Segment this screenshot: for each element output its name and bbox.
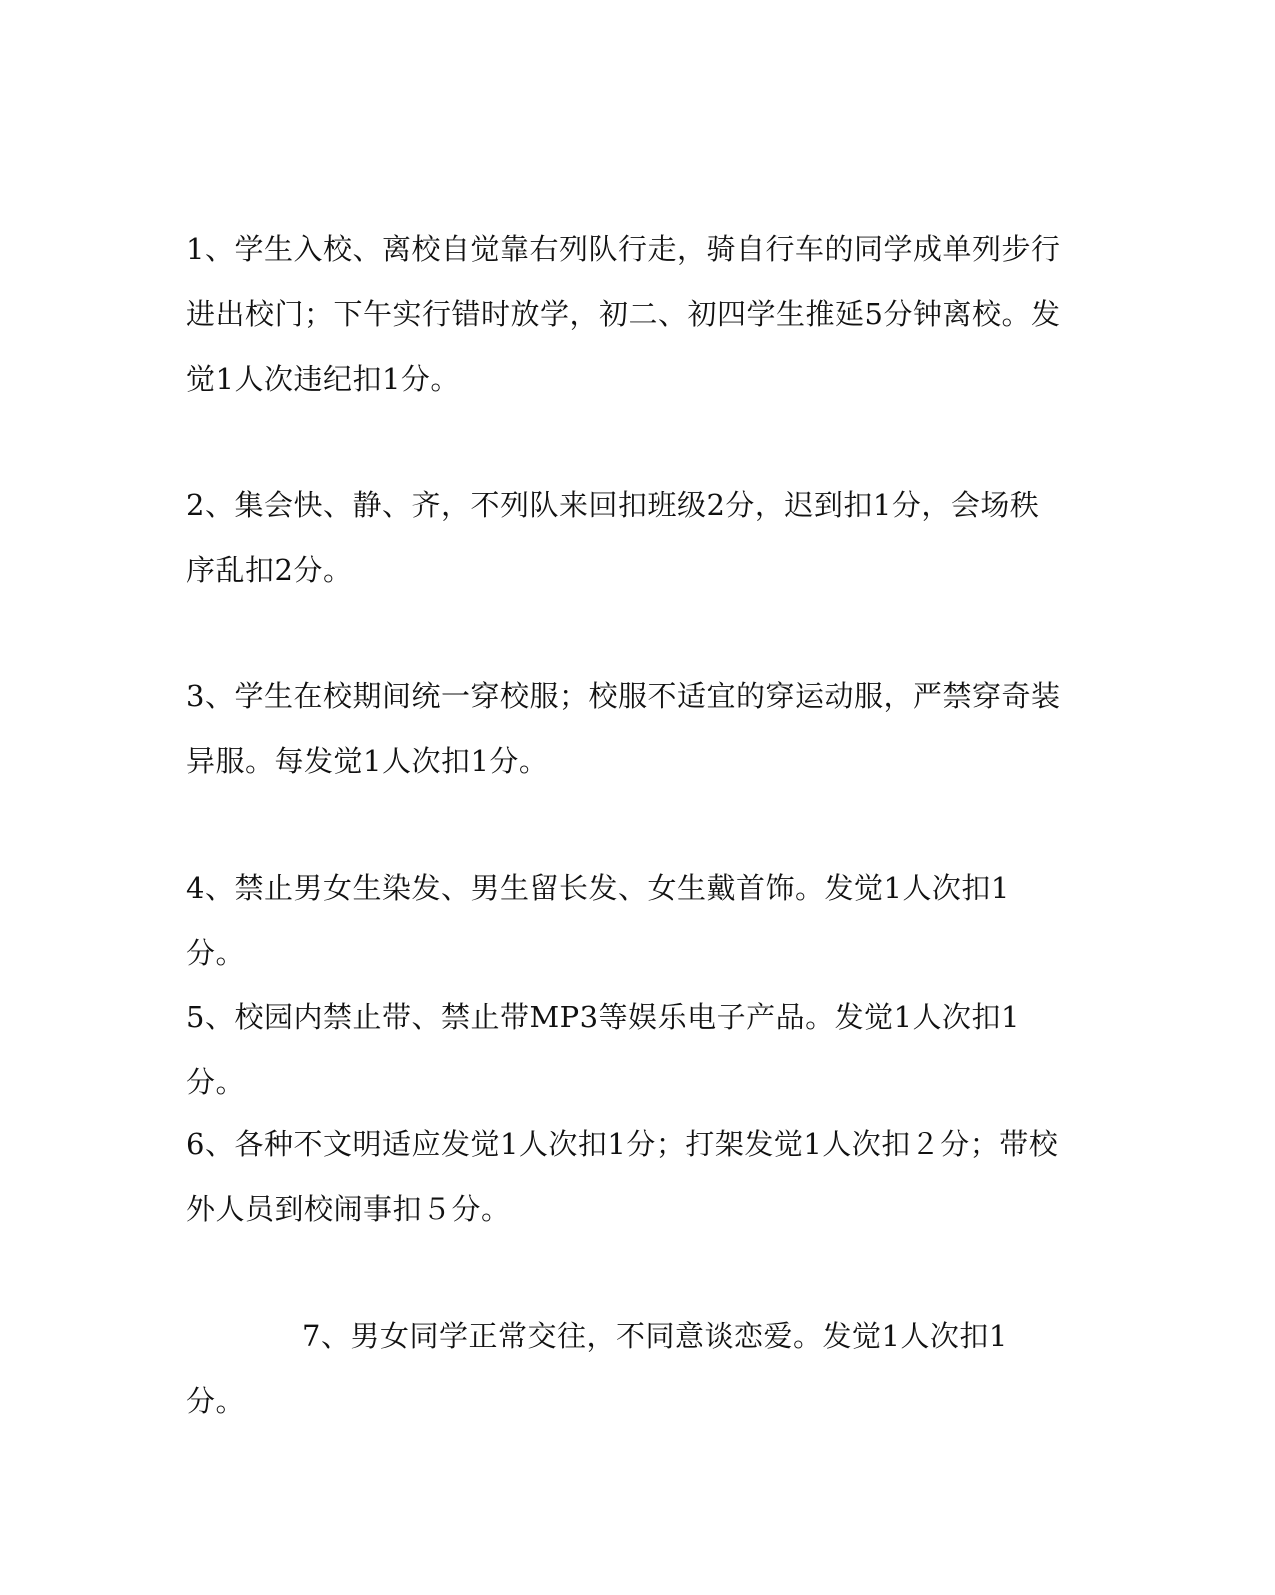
rule-5: 5、校园内禁止带、禁止带MP3等娱乐电子产品。发觉1人次扣1分。 [186, 1000, 1021, 1099]
rule-3: 3、学生在校期间统一穿校服；校服不适宜的穿运动服，严禁穿奇装异服。每发觉1人次扣1分。 [186, 679, 1061, 778]
rule-7: 7、男女同学正常交往，不同意谈恋爱。发觉1人次扣1分。 [186, 1319, 1008, 1418]
rule-6: 6、各种不文明适应发觉1人次扣1分；打架发觉1人次扣２分；带校外人员到校闹事扣５分。 [186, 1127, 1059, 1226]
rule-4: 4、禁止男女生染发、男生留长发、女生戴首饰。发觉1人次扣1分。 [186, 871, 1010, 970]
rule-1: 1、学生入校、离校自觉靠右列队行走，骑自行车的同学成单列步行进出校门；下午实行错时放学，初二、初四学生推延5分钟离校。发觉1人次违纪扣1分。 [186, 232, 1061, 396]
rule-2: 2、集会快、静、齐，不列队来回扣班级2分，迟到扣1分，会场秩序乱扣2分。 [186, 488, 1040, 587]
